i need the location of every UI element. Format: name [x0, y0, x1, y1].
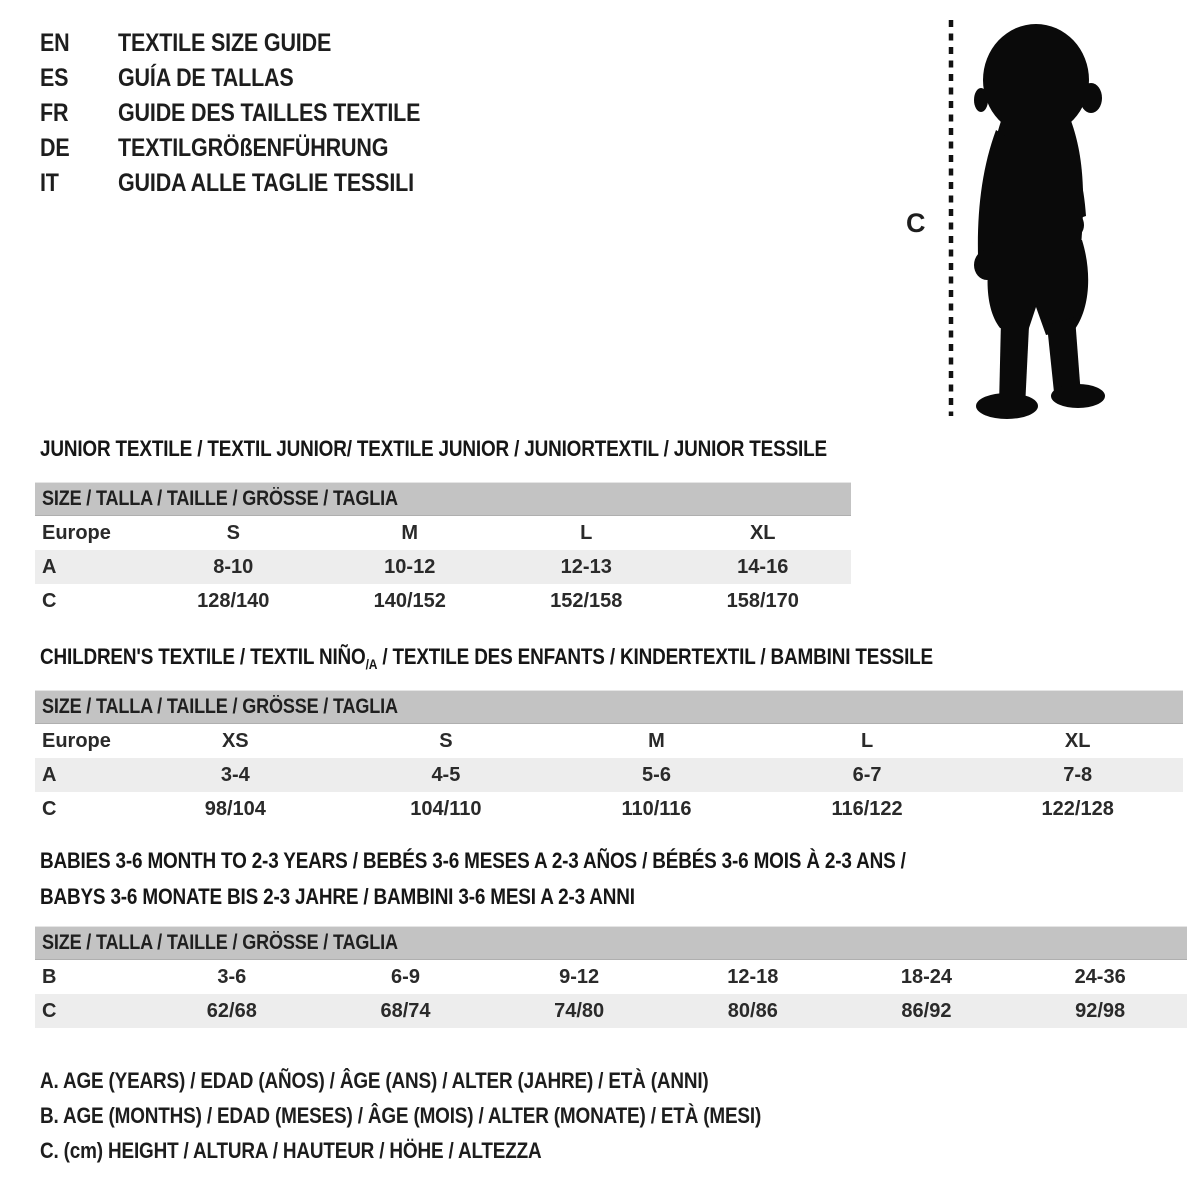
language-row-es	[40, 61, 470, 96]
table-header-row	[35, 927, 1187, 960]
height-value: 68/74	[380, 999, 431, 1022]
size-value: L	[860, 729, 874, 752]
age-value: 9-12	[559, 965, 600, 988]
size-value: M	[648, 729, 665, 752]
size-header-cell: SIZE / TALLA / TAILLE / GRÖSSE / TAGLIA	[35, 691, 1183, 724]
height-value: 116/122	[831, 797, 903, 820]
row-label: C	[42, 999, 57, 1022]
row-label: C	[42, 589, 57, 612]
row-label: A	[42, 555, 57, 578]
junior-section-title: JUNIOR TEXTILE / TEXTIL JUNIOR/ TEXTILE JUNIOR / JUNIORTEXTIL / JUNIOR TESSILE	[40, 436, 827, 461]
size-value: S	[226, 521, 240, 544]
age-value: 8-10	[213, 555, 254, 578]
language-title: GUIDE DES TAILLES TEXTILE	[118, 99, 421, 127]
height-value: 128/140	[197, 589, 270, 612]
language-row-en	[40, 26, 470, 61]
age-value: 4-5	[431, 763, 461, 786]
table-row-europe	[35, 724, 1183, 759]
language-code: EN	[40, 29, 70, 57]
height-value: 98/104	[204, 797, 266, 820]
title-subscript: /A	[365, 656, 378, 672]
row-label: B	[42, 965, 57, 988]
height-value: 74/80	[554, 999, 605, 1022]
language-row-de	[40, 131, 470, 166]
language-code: ES	[40, 64, 69, 92]
language-title: GUIDA ALLE TAGLIE TESSILI	[118, 169, 414, 197]
table-header-row	[35, 691, 1183, 724]
age-value: 10-12	[384, 555, 436, 578]
size-header-cell: SIZE / TALLA / TAILLE / GRÖSSE / TAGLIA	[35, 927, 1187, 960]
language-code: DE	[40, 134, 70, 162]
row-label: C	[42, 797, 57, 820]
height-value: 92/98	[1075, 999, 1126, 1022]
table-row-age	[35, 550, 851, 584]
height-value: 152/158	[550, 589, 623, 612]
table-header-row	[35, 483, 851, 516]
age-value: 24-36	[1074, 965, 1126, 988]
dashed-height-line	[946, 18, 956, 418]
table-row-europe	[35, 516, 851, 551]
legend-line-a: A. AGE (YEARS) / EDAD (AÑOS) / ÂGE (ANS) / ALTER (JAHRE) / ETÀ (ANNI)	[40, 1068, 709, 1093]
age-value: 7-8	[1063, 763, 1093, 786]
table-row-height	[35, 792, 1183, 826]
size-value: XL	[749, 521, 776, 544]
row-label: A	[42, 763, 57, 786]
table-row-age	[35, 758, 1183, 792]
age-value: 12-18	[727, 965, 779, 988]
language-title: TEXTILE SIZE GUIDE	[118, 29, 332, 57]
age-value: 6-7	[852, 763, 882, 786]
height-value: 104/110	[410, 797, 482, 820]
height-value: 110/116	[621, 797, 692, 820]
legend-line-c: C. (cm) HEIGHT / ALTURA / HAUTEUR / HÖHE / ALTEZZA	[40, 1138, 542, 1163]
height-value: 158/170	[726, 589, 799, 612]
size-value: S	[439, 729, 453, 752]
table-row-height	[35, 584, 851, 618]
legend-line-b: B. AGE (MONTHS) / EDAD (MESES) / ÂGE (MOIS) / ALTER (MONATE) / ETÀ (MESI)	[40, 1103, 762, 1128]
language-code: FR	[40, 99, 69, 127]
table-row-height	[35, 994, 1187, 1028]
row-label: Europe	[42, 729, 111, 752]
size-value: XS	[221, 729, 249, 752]
age-value: 18-24	[900, 965, 953, 988]
size-value: L	[580, 521, 593, 544]
table-row-age-months	[35, 960, 1187, 995]
age-value: 6-9	[391, 965, 420, 988]
height-value: 140/152	[373, 589, 446, 612]
language-title: TEXTILGRÖßENFÜHRUNG	[118, 134, 389, 162]
age-value: 12-13	[560, 555, 612, 578]
children-section-title: CHILDREN'S TEXTILE / TEXTIL $NIÑO_{/A}$ / TEXTILE DES ENFANTS / KINDERTEXTIL / BAMBINI TESSILE	[40, 644, 934, 672]
language-title-list	[40, 26, 470, 201]
size-header-cell: SIZE / TALLA / TAILLE / GRÖSSE / TAGLIA	[35, 483, 851, 516]
language-row-fr	[40, 96, 470, 131]
age-value: 14-16	[737, 555, 789, 578]
language-code: IT	[40, 169, 59, 197]
age-value: 3-6	[217, 965, 247, 988]
size-value: XL	[1064, 729, 1091, 752]
toddler-silhouette-icon	[962, 18, 1140, 420]
babies-size-table	[35, 926, 1187, 1028]
age-value: 5-6	[642, 763, 671, 786]
height-value: 122/128	[1041, 797, 1114, 820]
height-value: 86/92	[901, 999, 952, 1022]
language-title: GUÍA DE TALLAS	[118, 64, 294, 92]
children-size-table	[35, 690, 1183, 826]
height-value: 80/86	[727, 999, 778, 1022]
measure-legend	[40, 1063, 878, 1168]
age-value: 3-4	[220, 763, 250, 786]
row-label: Europe	[42, 521, 111, 544]
size-value: M	[401, 521, 419, 544]
height-value: 62/68	[206, 999, 257, 1022]
language-row-it	[40, 166, 470, 201]
junior-size-table	[35, 482, 851, 618]
babies-section-title: BABIES 3-6 MONTH TO 2-3 YEARS / BEBÉS 3-6 MESES A 2-3 AÑOS / BÉBÉS 3-6 MOIS À 2-3 ANS / BABYS 3-6 MONATE BIS 2-3 JAHRE / BAMBINI 3-6 MESI A 2-3 ANNI	[40, 848, 906, 909]
height-measure-label: C	[906, 208, 926, 238]
